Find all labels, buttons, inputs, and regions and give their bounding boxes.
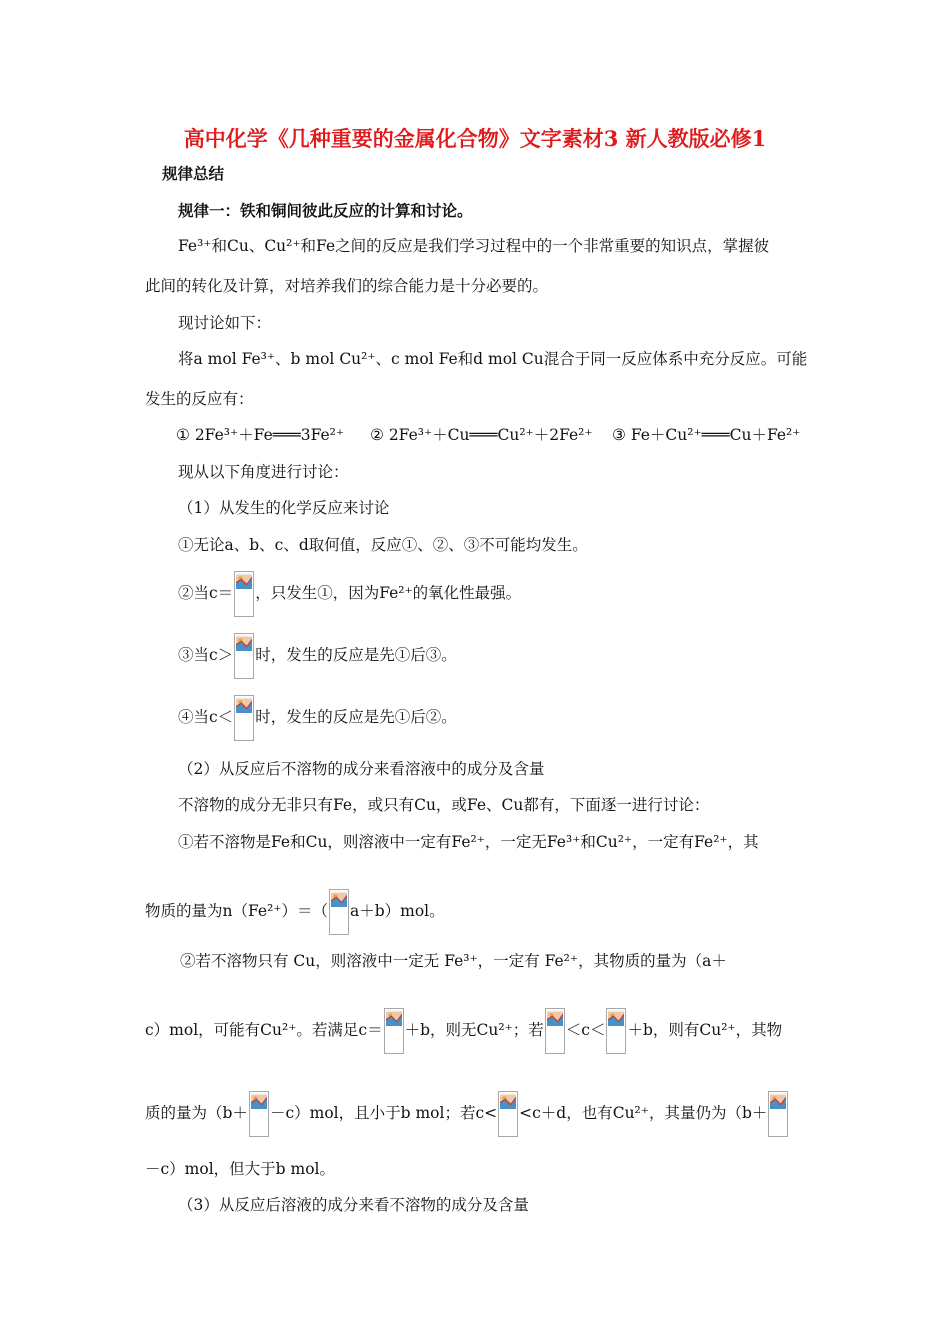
formula-placeholder (234, 633, 254, 679)
reaction-1: ① 2Fe³⁺＋Fe═══3Fe²⁺ (176, 426, 345, 444)
item-1-suffix: a＋b）mol。 (349, 902, 445, 920)
intro-paragraph-line1: Fe³⁺和Cu、Cu²⁺和Fe之间的反应是我们学习过程中的一个非常重要的知识点，掌握彼 (178, 237, 770, 255)
case-3-prefix: ③当c＞ (178, 646, 234, 664)
mixture-paragraph-line1: 将a mol Fe³⁺、b mol Cu²⁺、c mol Fe和d mol Cu混合于同一反应体系中充分反应。可能 (178, 350, 808, 368)
reaction-2: ② 2Fe³⁺＋Cu═══Cu²⁺＋2Fe²⁺ (370, 426, 593, 444)
case-2-suffix: ，只发生①，因为Fe²⁺的氧化性最强。 (255, 584, 522, 602)
formula-placeholder (606, 1008, 626, 1054)
formula-placeholder (384, 1008, 404, 1054)
part2-intro: 不溶物的成分无非只有Fe，或只有Cu，或Fe、Cu都有，下面逐一进行讨论： (178, 796, 710, 814)
item-2-line4: －c）mol，但大于b mol。 (145, 1160, 336, 1178)
item-2-line2-text4: ＋b，则有Cu²⁺，其物 (627, 1021, 783, 1039)
formula-placeholder (234, 571, 254, 617)
part3-heading: （3）从反应后溶液的成分来看不溶物的成分及含量 (178, 1196, 529, 1214)
rule1-heading: 规律一：铁和铜间彼此反应的计算和讨论。 (178, 201, 473, 220)
case-3 (178, 632, 457, 679)
formula-placeholder (768, 1091, 788, 1137)
section-heading: 规律总结 (162, 164, 225, 183)
item-2-line2-text2: ＋b，则无Cu²⁺；若 (404, 1021, 544, 1039)
reaction-3: ③ Fe＋Cu²⁺═══Cu＋Fe²⁺ (612, 426, 801, 444)
case-4-suffix: 时，发生的反应是先①后②。 (255, 708, 457, 726)
broken-image-icon (608, 1010, 624, 1026)
formula-placeholder (234, 695, 254, 741)
formula-placeholder (498, 1091, 518, 1137)
item-2-line2 (145, 1007, 782, 1054)
formula-placeholder (329, 889, 349, 935)
item-2-line2-text1: c）mol，可能有Cu²⁺。若满足c＝ (145, 1021, 383, 1039)
formula-placeholder (545, 1008, 565, 1054)
item-2-line2-text3: ＜c＜ (565, 1021, 606, 1039)
part2-heading: （2）从反应后不溶物的成分来看溶液中的成分及含量 (178, 760, 545, 778)
broken-image-icon (251, 1093, 267, 1109)
formula-placeholder (249, 1091, 269, 1137)
broken-image-icon (386, 1010, 402, 1026)
broken-image-icon (236, 697, 252, 713)
intro-paragraph-line2: 此间的转化及计算，对培养我们的综合能力是十分必要的。 (145, 277, 549, 295)
item-1-prefix: 物质的量为n（Fe²⁺）＝（ (145, 902, 328, 920)
discussion-intro: 现讨论如下： (178, 314, 272, 332)
item-1-line2 (145, 888, 445, 935)
case-2-prefix: ②当c＝ (178, 584, 234, 602)
broken-image-icon (547, 1010, 563, 1026)
broken-image-icon (236, 635, 252, 651)
angle-intro: 现从以下角度进行讨论： (178, 463, 349, 481)
item-2-line3-text2: －c）mol，且小于b mol；若c< (269, 1104, 498, 1122)
broken-image-icon (331, 891, 347, 907)
case-4-prefix: ④当c＜ (178, 708, 234, 726)
broken-image-icon (500, 1093, 516, 1109)
case-1: ①无论a、b、c、d取何值，反应①、②、③不可能均发生。 (178, 536, 588, 554)
case-3-suffix: 时，发生的反应是先①后③。 (255, 646, 457, 664)
broken-image-icon (236, 573, 252, 589)
case-4 (178, 694, 457, 741)
page-title: 高中化学《几种重要的金属化合物》文字素材3 新人教版必修1 (183, 126, 767, 151)
item-1-line1: ①若不溶物是Fe和Cu，则溶液中一定有Fe²⁺，一定无Fe³⁺和Cu²⁺，一定有Fe²⁺，其 (178, 833, 759, 851)
part1-heading: （1）从发生的化学反应来讨论 (178, 499, 390, 517)
item-2-line3-text3: <c＋d，也有Cu²⁺，其量仍为（b＋ (519, 1104, 768, 1122)
case-2 (178, 570, 521, 617)
mixture-paragraph-line2: 发生的反应有： (145, 390, 254, 408)
item-2-line3-text1: 质的量为（b＋ (145, 1104, 248, 1122)
broken-image-icon (770, 1093, 786, 1109)
item-2-line3 (145, 1090, 789, 1137)
item-2-line1: ②若不溶物只有 Cu，则溶液中一定无 Fe³⁺，一定有 Fe²⁺，其物质的量为（a＋ (180, 952, 727, 970)
